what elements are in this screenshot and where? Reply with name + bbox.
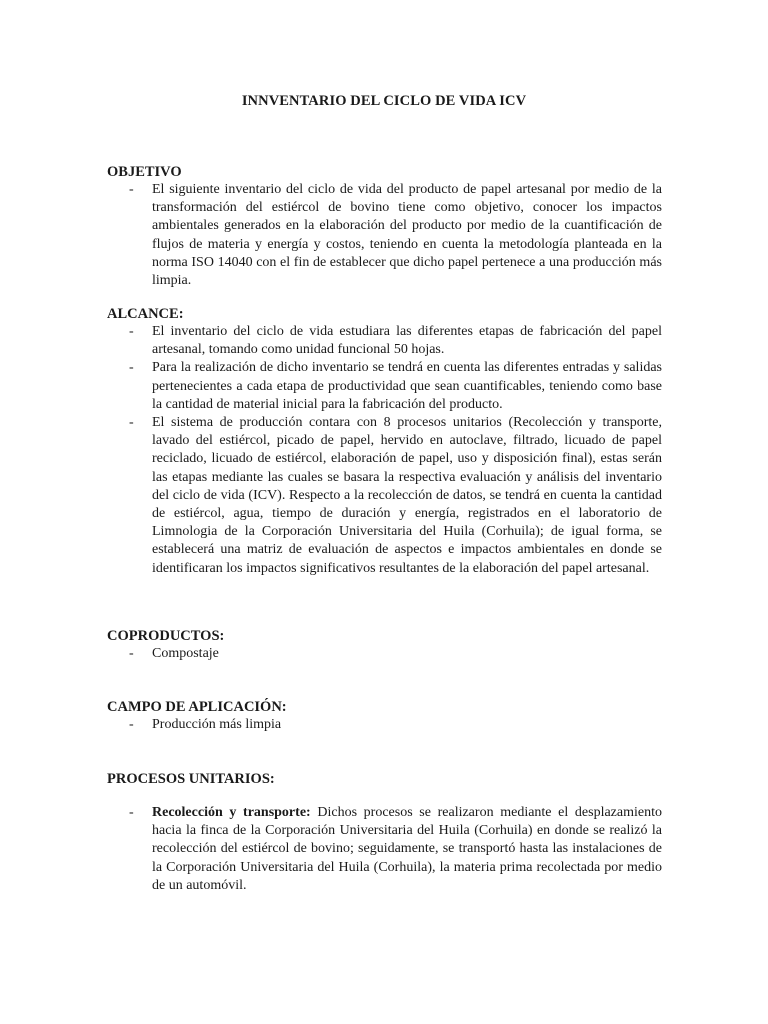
list-item-text: Dichos procesos se realizaron mediante el desplazamiento hacia la finca de la Corporación Universitaria del Huila (Corhuila) en donde se realizó la recolección del estiércol de bovino; seguidamente, se transportó hasta las instalaciones de la Corporación Universitaria del Huila (Corhuila), la materia prima recolectada por medio de un automóvil. bbox=[152, 805, 662, 893]
section-heading-alcance: ALCANCE: bbox=[107, 306, 184, 322]
list-item-text: El inventario del ciclo de vida estudiara las diferentes etapas de fabricación del papel artesanal, tomando como unidad funcional 50 hojas. bbox=[152, 324, 662, 358]
list-item-text: El sistema de producción contara con 8 procesos unitarios (Recolección y transporte, lavado del estiércol, picado de papel, hervido en autoclave, filtrado, licuado de papel reciclado, licuado de estiércol, elaboración de papel, uso y disposición final), estas serán las etapas mediante las cuales se basara la respectiva evaluación y análisis del inventario del ciclo de vida (ICV). Respecto a la recolección de datos, se tendrá en cuenta la cantidad de estiércol, agua, tiempo de duración y energía, registrados en el laboratorio de Limnologia de la Corporación Universitaria del Huila (Corhuila); de igual forma, se establecerá una matriz de evaluación de aspectos e impactos ambientales en donde se identificaran los impactos significativos resultantes de la elaboración del papel artesanal. bbox=[152, 415, 662, 576]
list-item bbox=[107, 804, 662, 895]
list-item bbox=[107, 645, 662, 663]
procesos-list bbox=[107, 804, 662, 895]
list-item-lead: Recolección y transporte: bbox=[152, 805, 311, 820]
list-item bbox=[107, 359, 662, 414]
list-item bbox=[107, 716, 662, 734]
section-procesos-unitarios bbox=[107, 770, 662, 895]
section-heading-procesos-unitarios: PROCESOS UNITARIOS: bbox=[107, 771, 275, 787]
bullet-dash: - bbox=[129, 805, 134, 820]
list-item bbox=[107, 323, 662, 359]
list-item bbox=[107, 414, 662, 578]
section-coproductos bbox=[107, 627, 662, 663]
bullet-dash: - bbox=[129, 360, 134, 376]
list-item-text: Producción más limpia bbox=[152, 717, 282, 732]
section-objetivo bbox=[107, 163, 662, 290]
list-item bbox=[107, 181, 662, 290]
coproductos-list bbox=[107, 645, 662, 663]
bullet-dash: - bbox=[129, 717, 134, 732]
bullet-dash: - bbox=[129, 646, 134, 661]
list-item-text: Compostaje bbox=[152, 646, 219, 661]
bullet-dash: - bbox=[129, 182, 134, 197]
objetivo-list bbox=[107, 181, 662, 290]
section-campo-aplicacion bbox=[107, 698, 662, 734]
document-title: INNVENTARIO DEL CICLO DE VIDA ICV bbox=[241, 93, 527, 109]
section-heading-objetivo: OBJETIVO bbox=[107, 164, 182, 180]
section-alcance bbox=[107, 305, 662, 578]
section-heading-coproductos: COPRODUCTOS: bbox=[107, 628, 225, 644]
bullet-dash: - bbox=[129, 324, 134, 339]
alcance-list bbox=[107, 323, 662, 578]
campo-list bbox=[107, 716, 662, 734]
section-heading-campo-aplicacion: CAMPO DE APLICACIÓN: bbox=[107, 699, 287, 715]
list-item-text: El siguiente inventario del ciclo de vida del producto de papel artesanal por medio de la transformación del estiércol de bovino tiene como objetivo, conocer los impactos ambientales generados en la elaboración del producto por medio de la cuantificación de flujos de materia y energía y costos, teniendo en cuenta la metodología planteada en la norma ISO 14040 con el fin de establecer que dicho papel pertenece a una producción más limpia. bbox=[152, 182, 662, 289]
bullet-dash: - bbox=[129, 415, 134, 431]
list-item-text: Para la realización de dicho inventario se tendrá en cuenta las diferentes entradas y salidas pertenecientes a cada etapa de productividad que sean cuantificables, teniendo como base la cantidad de material inicial para la fabricación del producto. bbox=[152, 360, 662, 412]
